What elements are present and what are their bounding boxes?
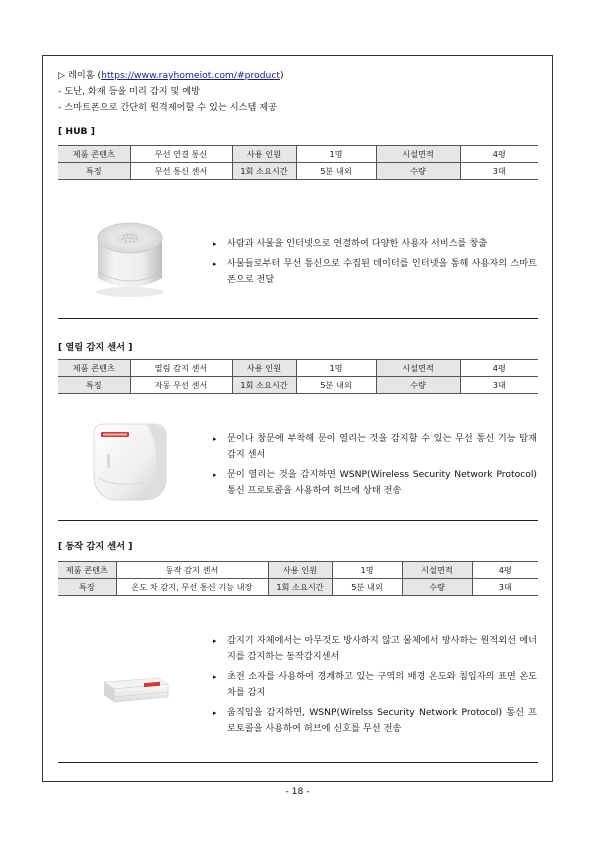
motion-sensor-heading: [ 동작 감지 센서 ] [58,541,133,552]
open-sensor-heading: [ 열림 감지 센서 ] [58,342,133,353]
table-cell: 시설면적 [376,360,460,377]
table-cell: 사용 인원 [232,360,296,377]
table-row [58,163,538,180]
table-cell: 1명 [296,146,376,163]
company-suffix: ) [280,70,284,81]
table-cell: 3대 [460,377,538,394]
list-item [213,669,537,701]
table-row [58,562,538,579]
bullet-text: 사물들로부터 무선 통신으로 수집된 데이터를 인터넷을 통해 사용자의 스마트폰으로 전달 [227,258,537,285]
list-item [213,256,537,288]
list-item [213,431,537,463]
hub-bullets [213,236,537,292]
table-cell: 특징 [58,377,130,394]
section-divider [58,520,538,521]
table-row [58,579,538,596]
bullet-text: 감지기 자체에서는 아무것도 방사하지 않고 물체에서 방사하는 원적외선 에너지를 감지하는 동작감지센서 [227,635,537,662]
bullet-icon: ▸ [213,709,217,717]
bullet-text: 초전 소자를 사용하여 경계하고 있는 구역의 배경 온도와 침입자의 표면 온도 차를 감지 [227,671,537,698]
section-divider [58,762,538,763]
table-cell: 5분 내외 [296,163,376,180]
bullet-icon: ▸ [213,637,217,645]
table-cell: 3대 [472,579,538,596]
company-line [58,69,284,83]
bullet-text: 문이나 창문에 부착해 문이 열리는 것을 감지할 수 있는 무선 통신 기능 탑재 감지 센서 [227,433,537,460]
bullet-text: 움직임을 감지하면, WSNP(Wirelss Security Network Protocol) 통신 프로토콜을 사용하여 허브에 신호를 무선 전송 [227,707,537,734]
table-cell: 무선 연결 통신 [130,146,232,163]
table-cell: 4평 [460,360,538,377]
motion-sensor-spec-table [58,561,538,596]
table-cell: 제품 콘텐츠 [58,562,116,579]
hub-device-image [90,212,170,298]
open-sensor-device-image [88,416,174,504]
hub-heading: [ HUB ] [58,126,95,137]
table-cell: 특징 [58,579,116,596]
page-number: - 18 - [285,786,310,797]
motion-sensor-bullets [213,633,537,741]
table-cell: 수량 [402,579,472,596]
table-cell: 1회 소요시간 [232,163,296,180]
bullet-icon: ▸ [213,435,217,443]
table-cell: 제품 콘텐츠 [58,146,130,163]
table-cell: 동작 감지 센서 [116,562,268,579]
motion-sensor-device-image [100,672,172,706]
table-cell: 온도 차 감지, 무선 통신 기능 내장 [116,579,268,596]
table-cell: 4평 [472,562,538,579]
table-cell: 1회 소요시간 [268,579,332,596]
list-item [213,467,537,499]
open-sensor-bullets [213,431,537,503]
bullet-icon: ▸ [213,260,217,268]
section-divider [58,318,538,319]
table-cell: 1명 [296,360,376,377]
bullet-text: 사람과 사물을 인터넷으로 연결하여 다양한 사용자 서비스를 창출 [227,238,488,249]
table-cell: 시설면적 [376,146,460,163]
table-cell: 1명 [332,562,402,579]
hub-spec-table [58,145,538,180]
table-cell: 5분 내외 [332,579,402,596]
table-cell: 3대 [460,163,538,180]
table-cell: 수량 [376,163,460,180]
table-cell: 수량 [376,377,460,394]
table-cell: 특징 [58,163,130,180]
table-row [58,146,538,163]
list-item [213,236,537,252]
intro-line-1: - 도난, 화재 등을 미리 감지 및 예방 [58,86,201,97]
intro-line-2: - 스마트폰으로 간단히 원격제어할 수 있는 시스템 제공 [58,102,278,113]
table-cell: 사용 인원 [268,562,332,579]
table-cell: 1회 소요시간 [232,377,296,394]
bullet-icon: ▸ [213,471,217,479]
list-item [213,633,537,665]
table-cell: 4평 [460,146,538,163]
bullet-icon: ▸ [213,673,217,681]
table-cell: 열림 감지 센서 [130,360,232,377]
table-cell: 시설면적 [402,562,472,579]
table-row [58,360,538,377]
table-cell: 무선 통신 센서 [130,163,232,180]
company-name: ▷ 레이홈 ( [58,70,102,81]
table-cell: 제품 콘텐츠 [58,360,130,377]
table-row [58,377,538,394]
table-cell: 자동 무선 센서 [130,377,232,394]
open-sensor-spec-table [58,359,538,394]
table-cell: 사용 인원 [232,146,296,163]
table-cell: 5분 내외 [296,377,376,394]
list-item [213,705,537,737]
company-link[interactable]: https://www.rayhomeiot.com/#product [101,70,281,81]
bullet-icon: ▸ [213,240,217,248]
bullet-text: 문이 열리는 것을 감지하면 WSNP(Wireless Security Network Protocol) 통신 프로토콜을 사용하여 허브에 상태 전송 [227,469,537,496]
